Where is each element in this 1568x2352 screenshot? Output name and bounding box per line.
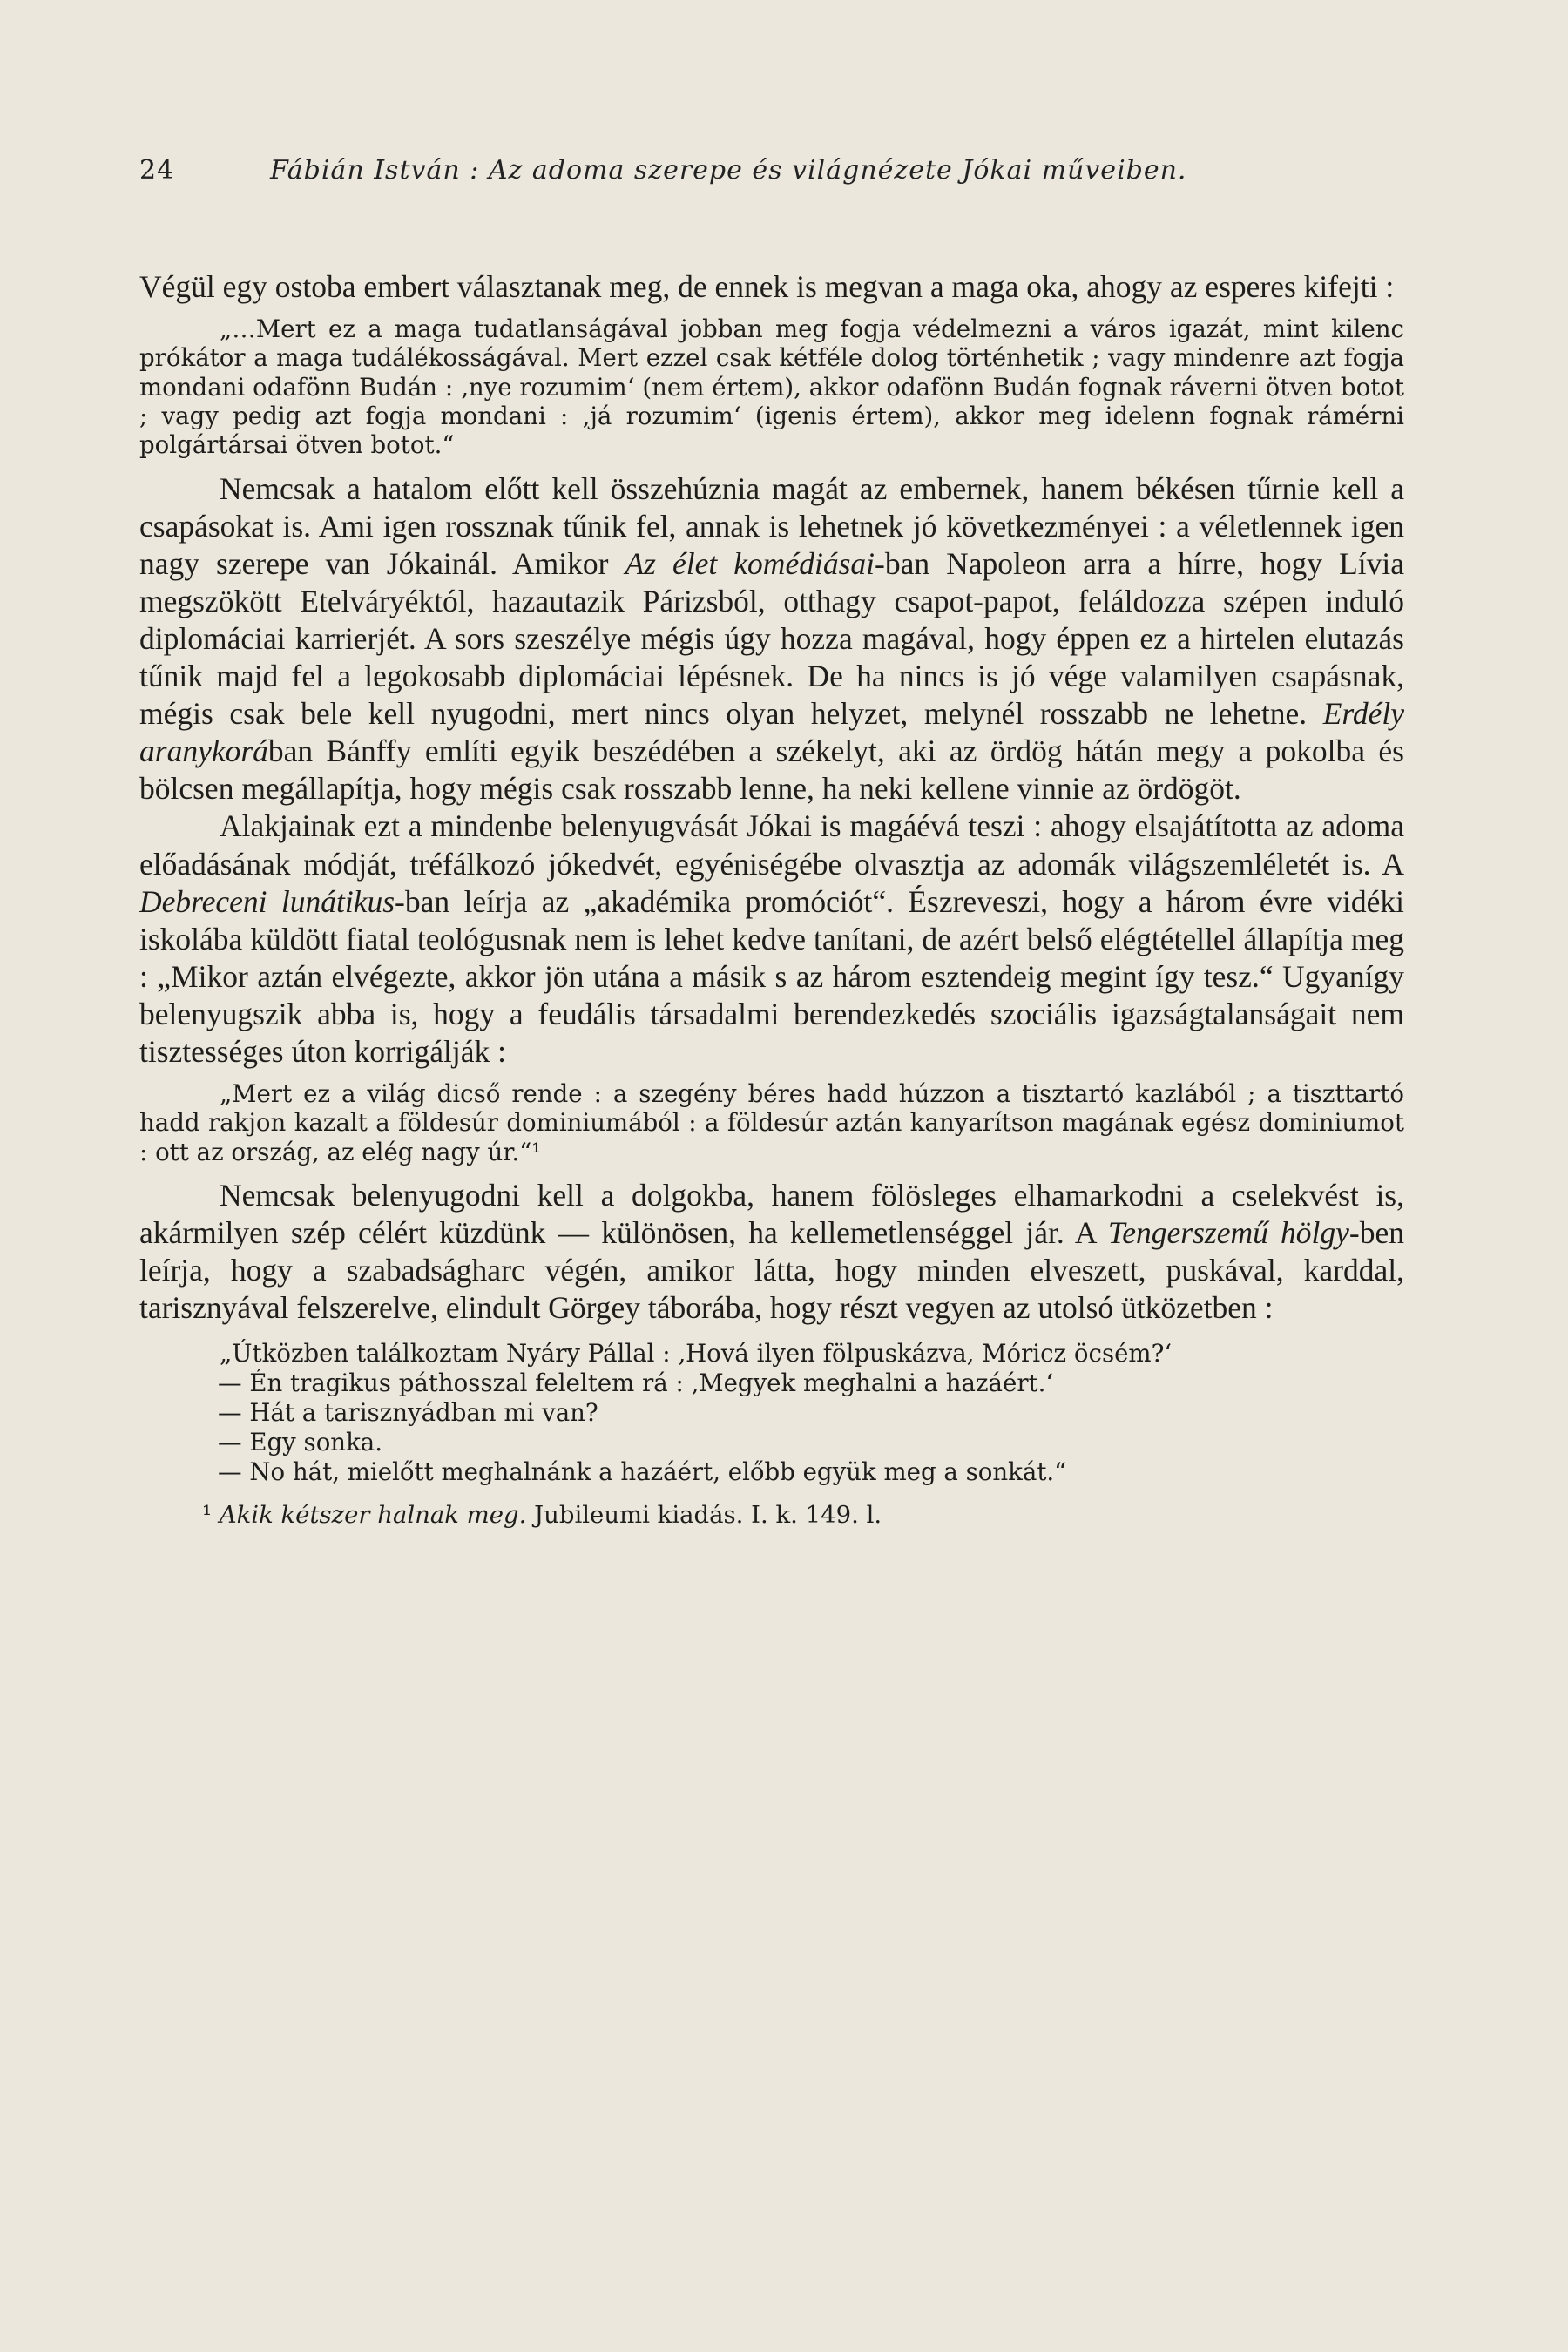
paragraph: Nemcsak belenyugodni kell a dolgokba, hanem fölösleges elhamarkodni a cselekvést is, akármilyen szép célért küzdünk — különösen, ha kellemetlenséggel jár. A Tengerszemű hölgy-ben leírja, hogy a szabadságharc végén, amikor látta, hogy minden elveszett, puskával, karddal, tarisznyával felszerelve, elindult Görgey táborába, hogy részt vegyen az utolsó ütközetben :	[139, 1177, 1404, 1326]
dialogue-line: — No hát, mielőtt meghalnánk a hazáért, előbb együk meg a sonkát.“	[218, 1457, 1067, 1487]
dialogue-line: — Én tragikus páthosszal feleltem rá : ‚Megyek meghalni a hazáért.‘	[218, 1369, 1054, 1398]
footnote-title: Akik kétszer halnak meg.	[219, 1501, 527, 1530]
quote-text: „Mert ez a világ dicső rende : a szegény béres hadd húzzon a tisztartó kazlából ; a tiszttartó hadd rakjon kazalt a földesúr dominiumából : a földesúr aztán kanyarítson magának egész dominiumot : ott az ország, az elég nagy úr.“¹	[139, 1079, 1404, 1166]
footnote-marker: ¹	[202, 1501, 213, 1530]
body-text	[139, 268, 1404, 1531]
dialogue-quote	[139, 1339, 1404, 1487]
work-title: Az élet komédiásai	[625, 545, 875, 581]
running-header	[139, 153, 1404, 188]
block-quote	[139, 1079, 1404, 1166]
dialogue-line: — Hát a tarisznyádban mi van?	[218, 1398, 598, 1428]
footnote	[139, 1499, 1404, 1531]
page-number: 24	[139, 155, 175, 186]
running-title: Fábián István : Az adoma szerepe és világnézete Jókai műveiben.	[270, 155, 1187, 186]
dialogue-line: — Egy sonka.	[218, 1428, 383, 1457]
work-title: Erdély aranykorá	[139, 696, 1404, 769]
quote-text: „…Mert ez a maga tudatlanságával jobban meg fogja védelmezni a város igazát, mint kilenc prókátor a maga tudálékosságával. Mert ezzel csak kétféle dolog történhetik ; vagy mindenre azt fogja mondani odafönn Budán : ‚nye rozumim‘ (nem értem), akkor odafönn Budán fognak ráverni ötven botot ; vagy pedig azt fogja mondani : ‚já rozumim‘ (igenis értem), akkor meg idelenn fognak rámérni polgártársai ötven botot.“	[139, 314, 1404, 460]
paragraph: Nemcsak a hatalom előtt kell összehúznia magát az embernek, hanem békésen tűrnie kell a csapásokat is. Ami igen rossznak tűnik fel, annak is lehetnek jó következményei : a véletlennek igen nagy szerepe van Jókainál. Amikor Az élet komédiásai-ban Napoleon arra a hírre, hogy Lívia megszökött Etelváryéktól, hazautazik Párizsból, otthagy csapot-papot, feláldozza szépen induló diplomáciai karrierjét. A sors szeszélye mégis úgy hozza magával, hogy éppen ez a hirtelen elutazás tűnik majd fel a legokosabb diplomáciai lépésnek. De ha nincs is jó vége valamilyen csapásnak, mégis csak bele kell nyugodni, mert nincs olyan helyzet, melynél rosszabb ne lehetne. Erdély aranykorában Bánffy említi egyik beszédében a székelyt, aki az ördög hátán megy a pokolba és bölcsen megállapítja, hogy mégis csak rosszabb lenne, ha neki kellene vinnie az ördögöt.	[139, 470, 1404, 807]
footnote-reference: Jubileumi kiadás. I. k. 149. l.	[534, 1501, 882, 1530]
page-content	[139, 153, 1404, 1531]
paragraph: Végül egy ostoba embert választanak meg, de ennek is megvan a maga oka, ahogy az esperes kifejti :	[139, 269, 1395, 304]
work-title: Tengerszemű hölgy	[1107, 1215, 1349, 1251]
paragraph: Alakjainak ezt a mindenbe belenyugvását Jókai is magáévá teszi : ahogy elsajátította az adoma előadásának módját, tréfálkozó jókedvét, egyéniségébe olvasztja az adomák világszemléletét is. A Debreceni lunátikus-ban leírja az „akadémika promóciót“. Észreveszi, hogy a három évre vidéki iskolába küldött fiatal teológusnak nem is lehet kedve tanítani, de azért belső elégtétellel állapítja meg : „Mikor aztán elvégezte, akkor jön utána a másik s az három esztendeig megint így tesz.“ Ugyanígy belenyugszik abba is, hogy a feudális társadalmi berendezkedés szociális igazságtalanságait nem tisztességes úton korrigálják :	[139, 808, 1405, 1069]
dialogue-line: „Útközben találkoztam Nyáry Pállal : ‚Hová ilyen fölpuskázva, Móricz öcsém?‘	[220, 1339, 1173, 1369]
block-quote	[139, 314, 1404, 459]
work-title: Debreceni lunátikus	[139, 883, 395, 919]
footnote-text	[139, 1499, 1404, 1531]
